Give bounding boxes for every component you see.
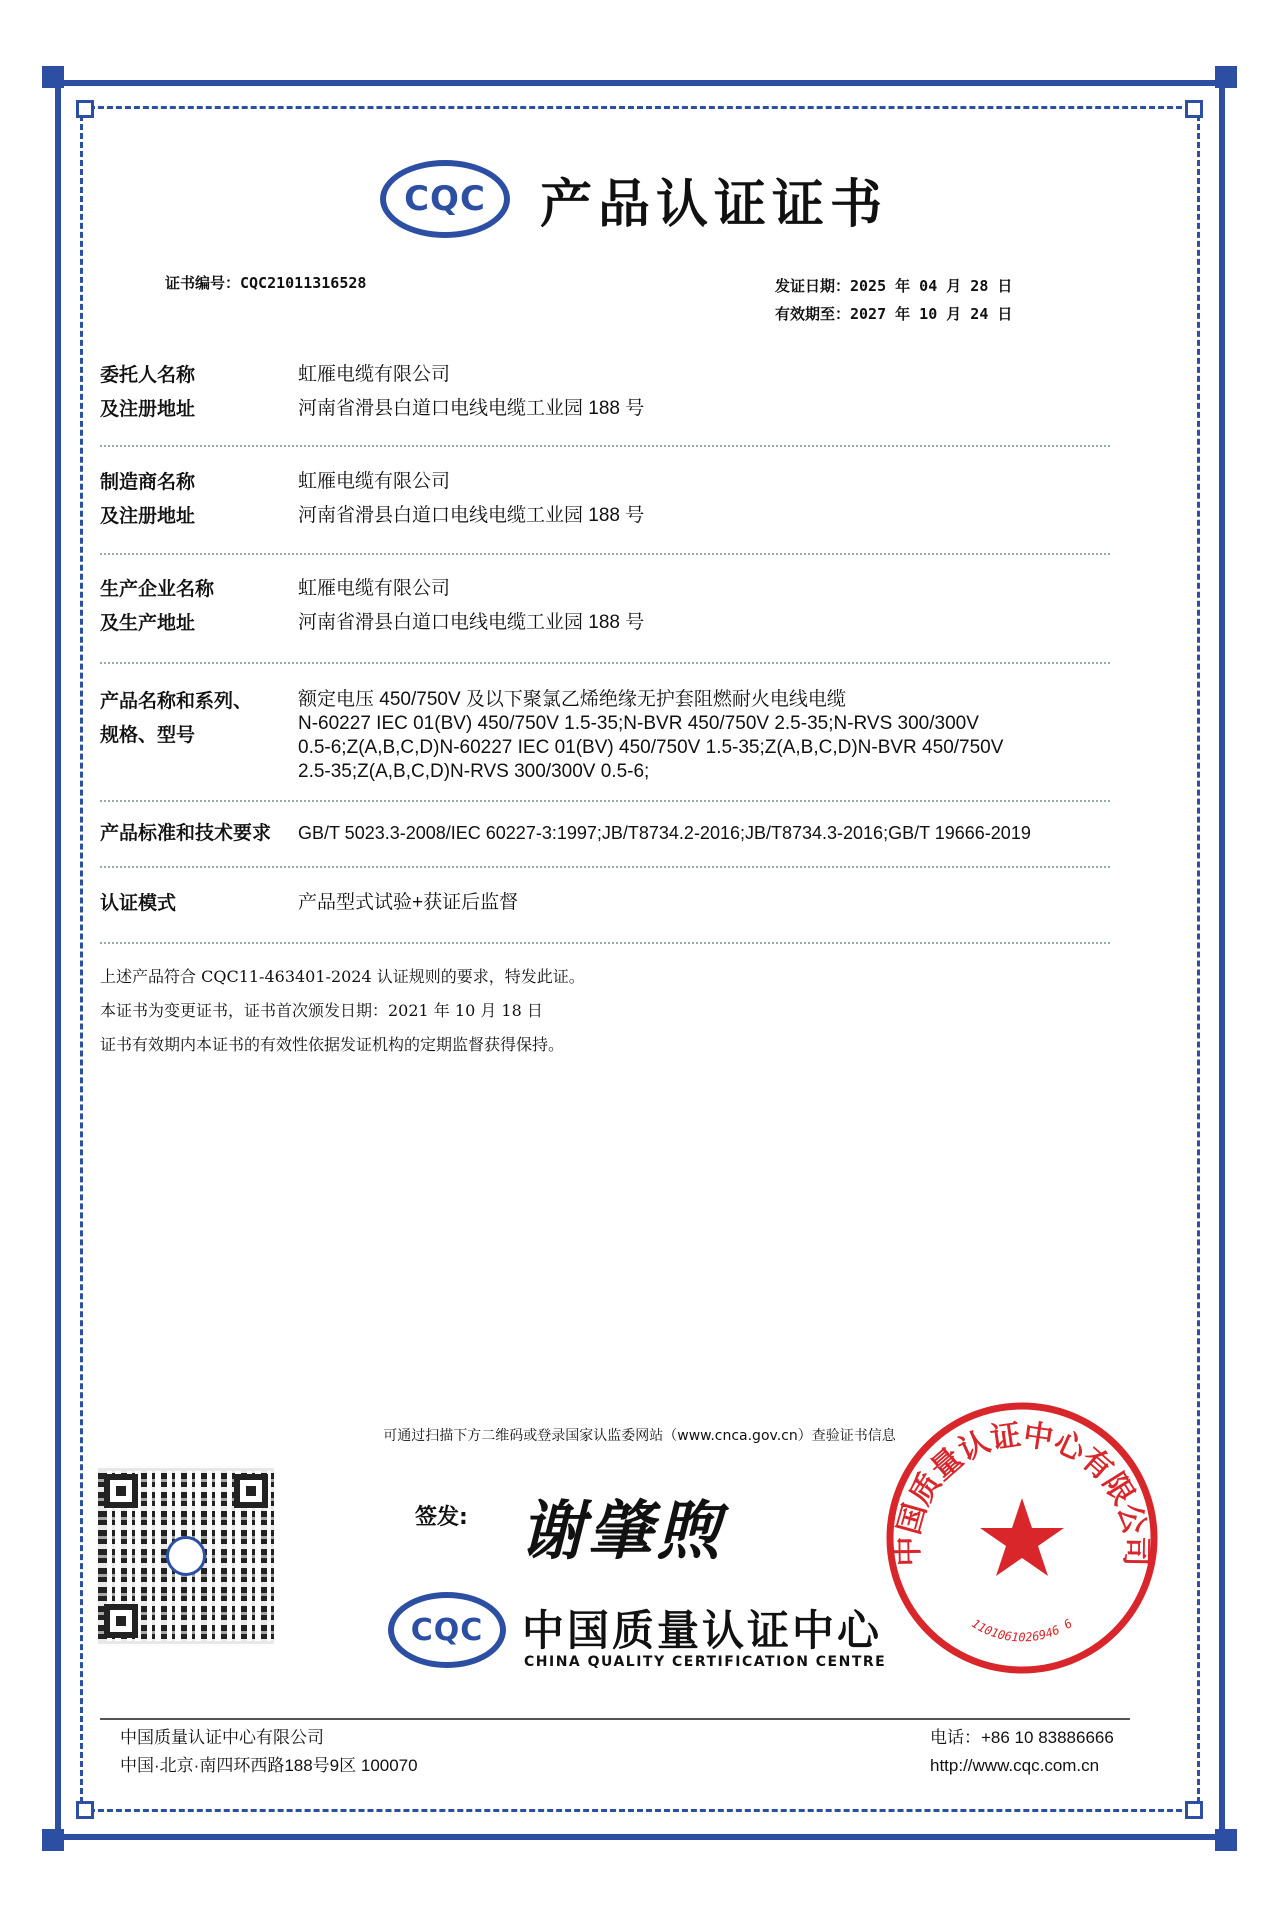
corner-ornament (1215, 66, 1237, 88)
organization-name-en: CHINA QUALITY CERTIFICATION CENTRE (524, 1654, 887, 1670)
footer-right (930, 1724, 1114, 1780)
field-label: 及注册地址 (100, 398, 196, 420)
corner-ornament (42, 1829, 64, 1851)
divider (100, 662, 1110, 664)
field-value: GB/T 5023.3-2008/IEC 60227-3:1997;JB/T8734.2-2016;JB/T8734.3-2016;GB/T 19666-2019 (298, 823, 1031, 843)
applicant-row (100, 358, 1100, 428)
field-label: 规格、型号 (100, 724, 196, 746)
divider (100, 866, 1110, 868)
field-value: 虹雁电缆有限公司 (298, 364, 451, 385)
factory-row (100, 572, 1100, 642)
footer-phone: 电话：+86 10 83886666 (930, 1728, 1114, 1747)
corner-ornament (76, 1801, 94, 1819)
divider (100, 445, 1110, 447)
cqc-logo-text: CQC (410, 1612, 484, 1648)
issue-date: 发证日期：2025 年 04 月 28 日 (775, 277, 1013, 295)
note-line: 证书有效期内本证书的有效性依据发证机构的定期监督获得保持。 (100, 1035, 565, 1054)
valid-until: 有效期至：2027 年 10 月 24 日 (775, 305, 1013, 323)
qr-finder (104, 1604, 138, 1638)
qr-finder (104, 1474, 138, 1508)
field-value: 产品型式试验+获证后监督 (298, 892, 519, 913)
seal-number: 1101061026946 6 (969, 1616, 1075, 1645)
product-model: 0.5-6;Z(A,B,C,D)N-60227 IEC 01(BV) 450/750V 1.5-35;Z(A,B,C,D)N-BVR 450/750V (298, 737, 1004, 758)
field-value: 河南省滑县白道口电线电缆工业园 188 号 (298, 612, 645, 633)
corner-ornament (76, 100, 94, 118)
corner-ornament (1185, 1801, 1203, 1819)
certificate-header (380, 160, 888, 238)
signature-label: 签发: (415, 1505, 468, 1530)
divider (100, 800, 1110, 802)
cqc-logo-text: CQC (404, 179, 486, 219)
note-line: 上述产品符合 CQC11-463401-2024 认证规则的要求，特发此证。 (100, 967, 585, 986)
field-label: 产品名称和系列、 (100, 690, 253, 712)
product-model: N-60227 IEC 01(BV) 450/750V 1.5-35;N-BVR 450/750V 2.5-35;N-RVS 300/300V (298, 713, 979, 734)
cqc-logo (380, 160, 510, 238)
divider (100, 942, 1110, 944)
field-label: 认证模式 (100, 892, 177, 914)
manufacturer-row (100, 465, 1100, 535)
field-value: 河南省滑县白道口电线电缆工业园 188 号 (298, 505, 645, 526)
corner-ornament (42, 66, 64, 88)
qr-logo (166, 1536, 206, 1576)
official-seal (882, 1398, 1162, 1678)
product-name: 额定电压 450/750V 及以下聚氯乙烯绝缘无护套阻燃耐火电线电缆 (298, 689, 846, 710)
signature: 谢肇煦 (520, 1494, 724, 1569)
date-block (775, 272, 1012, 328)
field-label: 委托人名称 (100, 364, 196, 386)
field-value: 河南省滑县白道口电线电缆工业园 188 号 (298, 398, 645, 419)
certificate-number: 证书编号：CQC21011316528 (165, 274, 367, 292)
corner-ornament (1215, 1829, 1237, 1851)
footer-website[interactable]: http://www.cqc.com.cn (930, 1756, 1100, 1775)
field-value: 虹雁电缆有限公司 (298, 471, 451, 492)
field-value: 虹雁电缆有限公司 (298, 578, 451, 599)
mode-row (100, 886, 1100, 926)
footer-left (120, 1724, 418, 1780)
product-model: 2.5-35;Z(A,B,C,D)N-RVS 300/300V 0.5-6; (298, 761, 650, 782)
qr-finder (234, 1474, 268, 1508)
divider (100, 553, 1110, 555)
footer-divider (100, 1718, 1130, 1720)
field-label: 及注册地址 (100, 505, 196, 527)
star-icon (980, 1498, 1064, 1576)
organization-name-cn: 中国质量认证中心 (522, 1606, 883, 1655)
note-line: 本证书为变更证书，证书首次颁发日期：2021 年 10 月 18 日 (100, 1001, 543, 1020)
field-label: 生产企业名称 (100, 578, 215, 600)
footer-address: 中国·北京·南四环西路188号9区 100070 (120, 1756, 418, 1775)
product-row (100, 684, 1100, 794)
field-label: 产品标准和技术要求 (100, 822, 272, 844)
page-title: 产品认证证书 (540, 173, 889, 235)
verify-instruction: 可通过扫描下方二维码或登录国家认监委网站（www.cnca.gov.cn）查验证书信息 (383, 1428, 896, 1444)
corner-ornament (1185, 100, 1203, 118)
field-label: 及生产地址 (100, 612, 196, 634)
footer-company: 中国质量认证中心有限公司 (120, 1728, 324, 1747)
standard-row (100, 816, 1100, 856)
seal-text: 中国质量认证中心有限公司 (890, 1417, 1154, 1567)
field-label: 制造商名称 (100, 471, 196, 493)
cqc-logo (388, 1592, 506, 1668)
